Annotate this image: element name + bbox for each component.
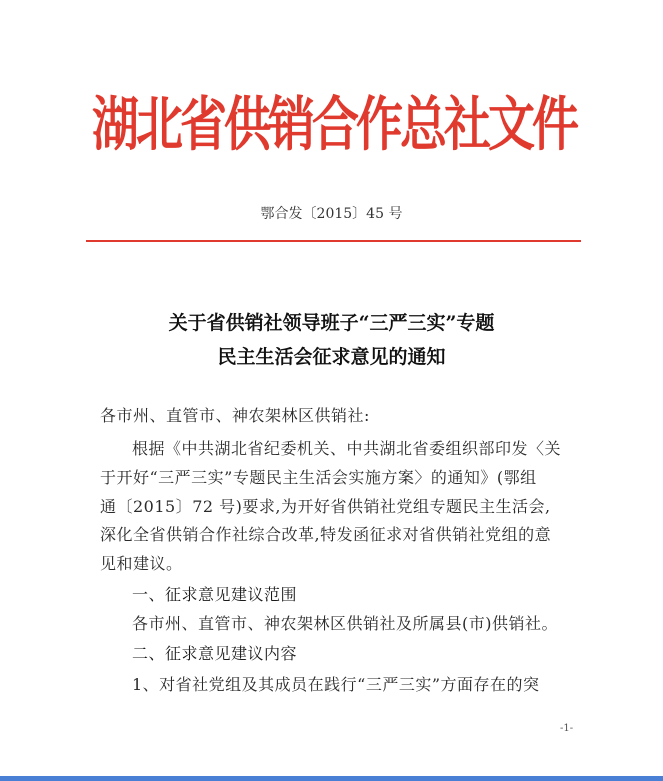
notice-title-line-1: 关于省供销社领导班子“三严三实”专题 xyxy=(168,312,495,334)
red-divider-line xyxy=(86,240,581,242)
section-1-heading: 一、征求意见建议范围 xyxy=(132,585,298,604)
body-line: 深化全省供销合作社综合改革,特发函征求对省供销社党组的意 xyxy=(100,525,552,544)
body-line: 根据《中共湖北省纪委机关、中共湖北省委组织部印发〈关 xyxy=(132,439,562,458)
body-line: 见和建议。 xyxy=(100,554,183,573)
body-line: 于开好“三严三实”专题民主生活会实施方案〉的通知》(鄂组 xyxy=(100,468,537,487)
bottom-blue-bar xyxy=(0,776,663,781)
section-1-text: 各市州、直管市、神农架林区供销社及所属县(市)供销社。 xyxy=(132,614,558,633)
body-line: 通〔2015〕72 号)要求,为开好省供销社党组专题民主生活会, xyxy=(100,497,551,516)
section-2-item-1: 1、对省社党组及其成员在践行“三严三实”方面存在的突 xyxy=(132,675,540,694)
document-header-title: 湖北省供销合作总社文件 xyxy=(92,90,576,160)
page-number: -1- xyxy=(560,723,574,734)
notice-title-line-2: 民主生活会征求意见的通知 xyxy=(217,346,446,368)
document-number: 鄂合发〔2015〕45 号 xyxy=(260,206,403,222)
addressee-line: 各市州、直管市、神农架林区供销社: xyxy=(100,406,370,425)
section-2-heading: 二、征求意见建议内容 xyxy=(132,644,298,663)
